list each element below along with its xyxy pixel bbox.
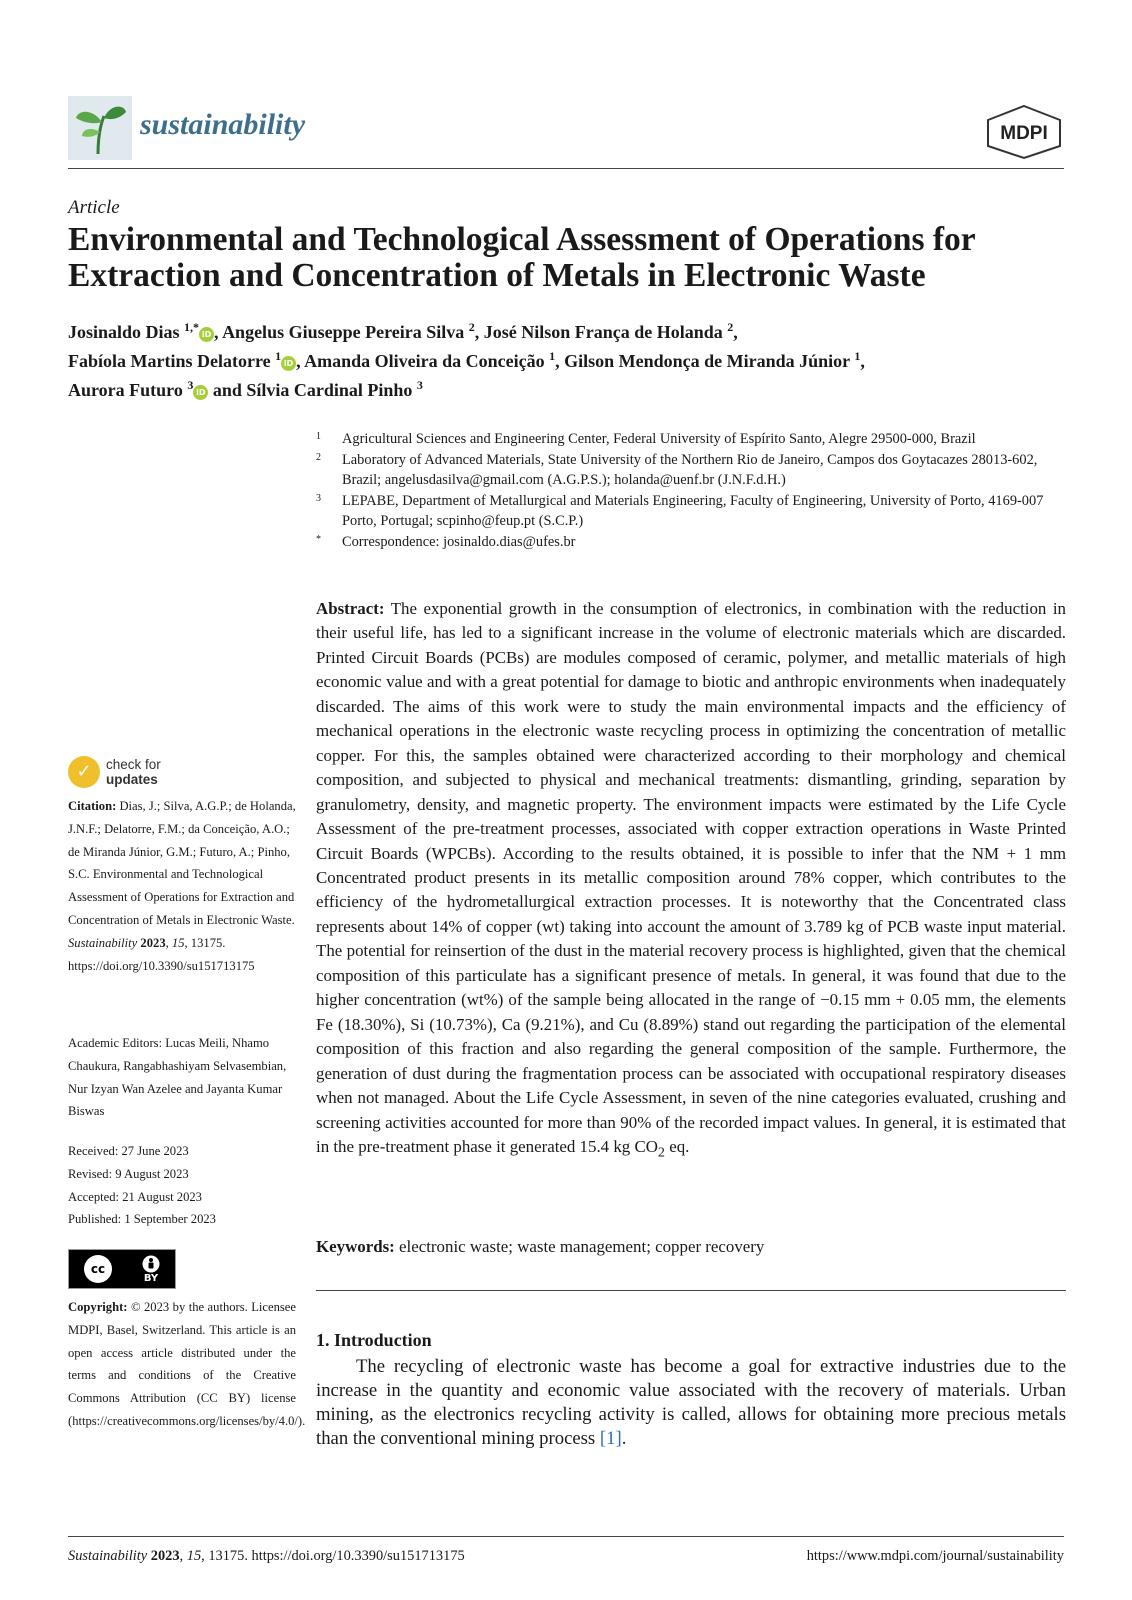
- author-affiliation-marker: 3: [416, 378, 423, 392]
- affiliation-number: *: [316, 533, 321, 545]
- reference-link[interactable]: [1]: [599, 1428, 622, 1449]
- keywords-text: electronic waste; waste management; copper recovery: [399, 1237, 765, 1256]
- checkmark-icon: ✓: [68, 756, 100, 788]
- affiliation-item: [316, 532, 1076, 553]
- cc-by-label: BY: [143, 1272, 159, 1284]
- academic-editors: Academic Editors: Lucas Meili, Nhamo Chaukura, Rangabhashiyam Selvasembian, Nur Izyan Wan Azelee and Jayanta Kumar Biswas: [68, 1036, 287, 1119]
- footer-rule: [68, 1536, 1064, 1537]
- author-name: Fabíola Martins Delatorre: [68, 351, 271, 371]
- abstract-tail: eq.: [664, 1136, 690, 1156]
- citation-block: Citation: Dias, J.; Silva, A.G.P.; de Holanda, J.N.F.; Delatorre, F.M.; da Conceição, A.O.; de Miranda Júnior, G.M.; Futuro, A.; Pinho, S.C. Environmental and Technological Assessment of Operations for Extraction and Concentration of Metals in Electronic Waste. Sustainability 2023, 15, 13175. https://doi.org/10.3390/su151713175: [68, 799, 296, 973]
- intro-end: .: [621, 1428, 627, 1449]
- cc-icon: cc: [84, 1255, 112, 1283]
- abstract-subscript: 2: [657, 1144, 665, 1161]
- citation-text: Dias, J.; Silva, A.G.P.; de Holanda, J.N.F.; Delatorre, F.M.; da Conceição, A.O.; de Miranda Júnior, G.M.; Futuro, A.; Pinho, S.C. Environmental and Technological Assessment of Operations for Extraction and Concentration of Metals in Electronic Waste.: [68, 799, 296, 927]
- revised-date: Revised: 9 August 2023: [68, 1166, 189, 1181]
- section-rule: [316, 1290, 1066, 1291]
- check-line1: check for: [106, 757, 161, 772]
- keywords-label: Keywords:: [316, 1237, 395, 1256]
- person-icon: [142, 1255, 160, 1273]
- author-affiliation-marker: 1,*: [184, 320, 200, 334]
- affiliation-item: [316, 450, 1076, 491]
- citation-doi[interactable]: , 13175. https://doi.org/10.3390/su151713175: [68, 935, 255, 973]
- author-name: Gilson Mendonça de Miranda Júnior: [564, 351, 850, 371]
- author-separator: and: [208, 380, 247, 400]
- footer-volume: 15: [186, 1548, 202, 1564]
- abstract-text: The exponential growth in the consumption of electronics, in combination with the reduction in their useful life, has led to a significant increase in the volume of electronic materials which are discarded. Printed Circuit Boards (PCBs) are modules composed of ceramic, polymer, and metallic materials of high economic value and with a great potential for damage to biotic and anthropic environments when inadequately discarded. The aims of this work were to study the main environmental impacts and the efficiency of mechanical operations in the electronic waste recycling process in optimizing the concentration of metallic copper. For this, the samples obtained were characterized according to their morphology and chemical composition, and subjected to physical and mechanical treatments: dismantling, grinding, separation by granulometry, density, and magnetic property. The environment impacts were estimated by the Life Cycle Assessment of the pre-treatment processes, associated with copper extraction operations in Waste Printed Circuit Boards (WPCBs). According to the results obtained, it is possible to infer that the NM + 1 mm Concentrated product presents in its metallic composition around 78% copper, which contributes to the efficiency of the hydrometallurgical extraction processes. It is noteworthy that the Concentrated class represents about 14% of copper (wt) taking into account the amount of 3.789 kg of PCB waste input material. The potential for reinsertion of the dust in the material recovery process is highlighted, given that the chemical composition of this particulate has a significant presence of metals. In general, it was found that due to the higher concentration (wt%) of the sample being allocated in the range of −0.15 mm + 0.05 mm, the elements Fe (18.30%), Si (10.73%), Ca (9.21%), and Cu (8.89%) stand out regarding the participation of the elemental composition of this fraction and also regarding the general composition of the sample. Furthermore, the generation of dust during the fragmentation process can be associated with occupational respiratory diseases when not managed. About the Life Cycle Assessment, in seven of the nine categories evaluated, crushing and screening activities accounted for more than 90% of the recorded impact values. In general, it is estimated that in the pre-treatment phase it generated 15.4 kg CO: [316, 599, 1066, 1156]
- author-separator: ,: [296, 351, 305, 371]
- author-affiliation-marker: 1: [854, 349, 861, 363]
- abstract: [316, 597, 1066, 1165]
- citation-year: 2023: [140, 935, 166, 950]
- orcid-icon[interactable]: iD: [193, 385, 208, 400]
- mdpi-logo[interactable]: [984, 104, 1064, 160]
- author-affiliation-marker: 2: [727, 320, 734, 334]
- affiliation-text: Correspondence: josinaldo.dias@ufes.br: [342, 533, 576, 550]
- accepted-date: Accepted: 21 August 2023: [68, 1189, 202, 1204]
- published-date: Published: 1 September 2023: [68, 1212, 216, 1227]
- author-affiliation-marker: 1: [275, 349, 282, 363]
- author-name: Aurora Futuro: [68, 380, 183, 400]
- affiliation-item: [316, 491, 1076, 532]
- author-affiliation-marker: 1: [549, 349, 556, 363]
- author-name: José Nilson França de Holanda: [483, 322, 723, 342]
- copyright-text: © 2023 by the authors. Licensee MDPI, Basel, Switzerland. This article is an open access article distributed under the terms and conditions of the Creative Commons Attribution (CC BY) license (https://creativecommons.org/licenses/by/4.0/).: [68, 1300, 306, 1428]
- orcid-icon[interactable]: iD: [199, 327, 214, 342]
- abstract-label: Abstract:: [316, 599, 385, 618]
- author-separator: ,: [860, 351, 865, 371]
- check-for-updates-badge[interactable]: [68, 754, 208, 790]
- orcid-icon[interactable]: iD: [281, 356, 296, 371]
- intro-paragraph: [316, 1355, 1066, 1451]
- dates-block: [68, 1140, 296, 1231]
- intro-text: The recycling of electronic waste has become a goal for extractive industries due to the increase in the quantity and economic value associated with the recovery of materials. Urban mining, as the electronics recycling activity is called, allows for obtaining more precious metals than the conventional mining process: [316, 1356, 1066, 1449]
- affiliation-number: 1: [316, 431, 321, 442]
- affiliation-text: Laboratory of Advanced Materials, State University of the Northern Rio de Janeiro, Campos dos Goytacazes 28013-602, Brazil; angelusdasilva@gmail.com (A.G.P.S.); holanda@uenf.br (J.N.F.d.H.): [342, 451, 1038, 488]
- intro-heading: 1. Introduction: [316, 1330, 432, 1350]
- received-date: Received: 27 June 2023: [68, 1144, 189, 1158]
- keywords: [316, 1237, 1066, 1257]
- affiliations: [316, 429, 1076, 552]
- author-affiliation-marker: 2: [468, 320, 475, 334]
- journal-name[interactable]: sustainability: [140, 108, 306, 141]
- article-title: Environmental and Technological Assessment of Operations for Extraction and Concentration of Metals in Electronic Waste: [68, 221, 976, 294]
- affiliation-text: LEPABE, Department of Metallurgical and Materials Engineering, Faculty of Engineering, University of Porto, 4169-007 Porto, Portugal; scpinho@feup.pt (S.C.P.): [342, 492, 1044, 529]
- author-separator: ,: [555, 351, 565, 371]
- header-rule: [68, 168, 1064, 169]
- author-name: Angelus Giuseppe Pereira Silva: [222, 322, 465, 342]
- footer-citation: Sustainability 2023, 15, 13175. https://doi.org/10.3390/su151713175: [68, 1548, 465, 1564]
- citation-volume: 15: [171, 935, 185, 950]
- article-type: Article: [68, 197, 120, 218]
- footer-doi[interactable]: , 13175. https://doi.org/10.3390/su151713175: [201, 1548, 465, 1564]
- check-for-updates-text: [106, 757, 161, 787]
- by-icon: [142, 1255, 160, 1284]
- copyright-notice: [68, 1296, 306, 1433]
- author-name: Sílvia Cardinal Pinho: [246, 380, 413, 400]
- author-name: Amanda Oliveira da Conceição: [304, 351, 545, 371]
- author-list: [68, 315, 1068, 402]
- affiliation-number: 2: [316, 451, 321, 463]
- author-separator: ,: [474, 322, 484, 342]
- author-affiliation-marker: 3: [187, 378, 194, 392]
- check-line2: updates: [106, 772, 158, 787]
- footer-journal-url[interactable]: https://www.mdpi.com/journal/sustainability: [806, 1548, 1064, 1564]
- affiliation-number: 3: [316, 492, 321, 504]
- author-name: Josinaldo Dias: [68, 322, 180, 342]
- footer-year: 2023: [150, 1548, 180, 1564]
- mdpi-logo-text: MDPI: [1000, 123, 1048, 144]
- citation-journal: Sustainability: [68, 935, 138, 950]
- affiliation-text: Agricultural Sciences and Engineering Center, Federal University of Espírito Santo, Alegre 29500-000, Brazil: [342, 431, 976, 447]
- footer-journal: Sustainability: [68, 1548, 148, 1564]
- copyright-label: Copyright:: [68, 1300, 128, 1314]
- journal-logo: [68, 96, 132, 160]
- author-separator: ,: [733, 322, 738, 342]
- affiliation-item: [316, 429, 1076, 450]
- author-separator: ,: [214, 322, 223, 342]
- citation-label: Citation:: [68, 799, 117, 813]
- cc-by-license-icon[interactable]: [68, 1249, 176, 1289]
